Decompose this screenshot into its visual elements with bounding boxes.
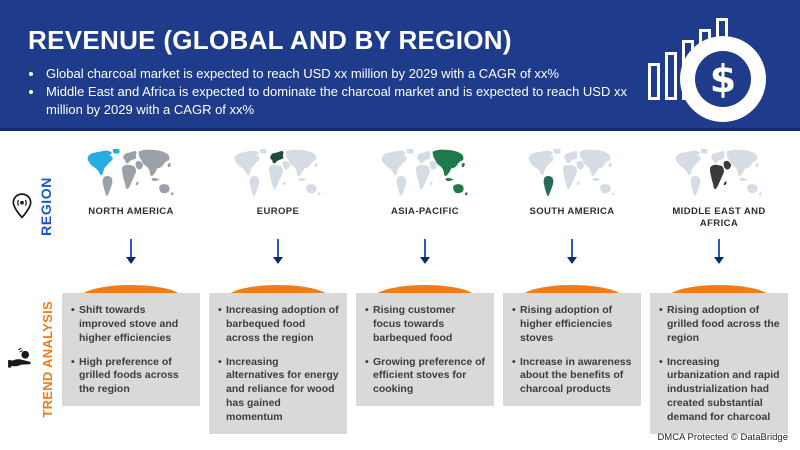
- region-columns: [62, 148, 788, 264]
- region-rail: [0, 148, 62, 264]
- world-map-europe: [230, 148, 326, 201]
- world-map-middle-east-africa: [671, 148, 767, 201]
- trend-box: [650, 293, 788, 434]
- trend-bullet: • Shift towards improved stove and higher efficiencies: [71, 304, 192, 346]
- region-label: SOUTH AMERICA: [529, 206, 615, 217]
- page-title: REVENUE (GLOBAL AND BY REGION): [28, 25, 512, 55]
- trend-card-europe: [209, 285, 347, 434]
- header-bullet: • Global charcoal market is expected to reach USD xx million by 2029 with a CAGR of xx%: [44, 65, 644, 83]
- trend-bullet: • Growing preference of efficient stoves for cooking: [365, 356, 486, 398]
- bar-icon: [648, 63, 660, 100]
- dollar-symbol: $: [709, 57, 737, 101]
- world-map-north-america: [83, 148, 179, 201]
- trend-bullet: • Increasing alternatives for energy and reliance for wood has gained momentum: [218, 356, 339, 425]
- region-column-south-america: [503, 148, 641, 264]
- trend-bullet: • Rising customer focus towards barbequed food: [365, 304, 486, 346]
- trend-card-south-america: [503, 285, 641, 434]
- header-band: [0, 0, 800, 131]
- trend-card-asia-pacific: [356, 285, 494, 434]
- dollar-circle-inner: [695, 51, 751, 107]
- region-section: [0, 148, 800, 264]
- location-pin-icon: [9, 191, 35, 221]
- trend-columns: [62, 285, 788, 434]
- down-arrow-icon: [420, 239, 430, 264]
- region-column-europe: [209, 148, 347, 264]
- region-column-north-america: [62, 148, 200, 264]
- dollar-circle-icon: [680, 36, 766, 122]
- trend-rail: [0, 285, 62, 434]
- trend-bullet: • Rising adoption of higher efficiencies stoves: [512, 304, 633, 346]
- region-rail-label: REGION: [37, 176, 54, 236]
- trend-bullet: • Increasing urbanization and rapid industrialization had created substantial demand for charcoal: [659, 356, 780, 425]
- trend-bullet: • High preference of grilled foods across the region: [71, 356, 192, 398]
- header-bullet-list: [44, 65, 644, 119]
- trend-box: [503, 293, 641, 406]
- region-column-asia-pacific: [356, 148, 494, 264]
- down-arrow-icon: [126, 239, 136, 264]
- trend-box: [356, 293, 494, 406]
- down-arrow-icon: [567, 239, 577, 264]
- dmca-copyright-text: DMCA Protected © DataBridge: [657, 432, 788, 443]
- region-label: NORTH AMERICA: [88, 206, 174, 217]
- trend-box: [209, 293, 347, 434]
- world-map-south-america: [524, 148, 620, 201]
- header-bullet: • Middle East and Africa is expected to dominate the charcoal market and is expected to reach USD xx million by 2029 with a CAGR of xx%: [44, 83, 644, 119]
- trend-card-north-america: [62, 285, 200, 434]
- hand-coin-icon: [7, 346, 37, 372]
- trend-section: [0, 285, 800, 434]
- revenue-growth-icon: [618, 8, 770, 126]
- region-column-middle-east-africa: [650, 148, 788, 264]
- trend-rail-label: TREND ANALYSIS: [40, 301, 55, 418]
- trend-box: [62, 293, 200, 406]
- trend-bullet: • Increasing adoption of barbequed food across the region: [218, 304, 339, 346]
- region-label: EUROPE: [256, 206, 300, 217]
- bar-icon: [665, 52, 677, 100]
- trend-card-middle-east-africa: [650, 285, 788, 434]
- trend-bullet: • Increase in awareness about the benefits of charcoal products: [512, 356, 633, 398]
- world-map-asia-pacific: [377, 148, 473, 201]
- region-label: MIDDLE EAST AND AFRICA: [672, 206, 766, 229]
- down-arrow-icon: [714, 239, 724, 264]
- region-label: ASIA-PACIFIC: [391, 206, 459, 217]
- trend-bullet: • Rising adoption of grilled food across the region: [659, 304, 780, 346]
- down-arrow-icon: [273, 239, 283, 264]
